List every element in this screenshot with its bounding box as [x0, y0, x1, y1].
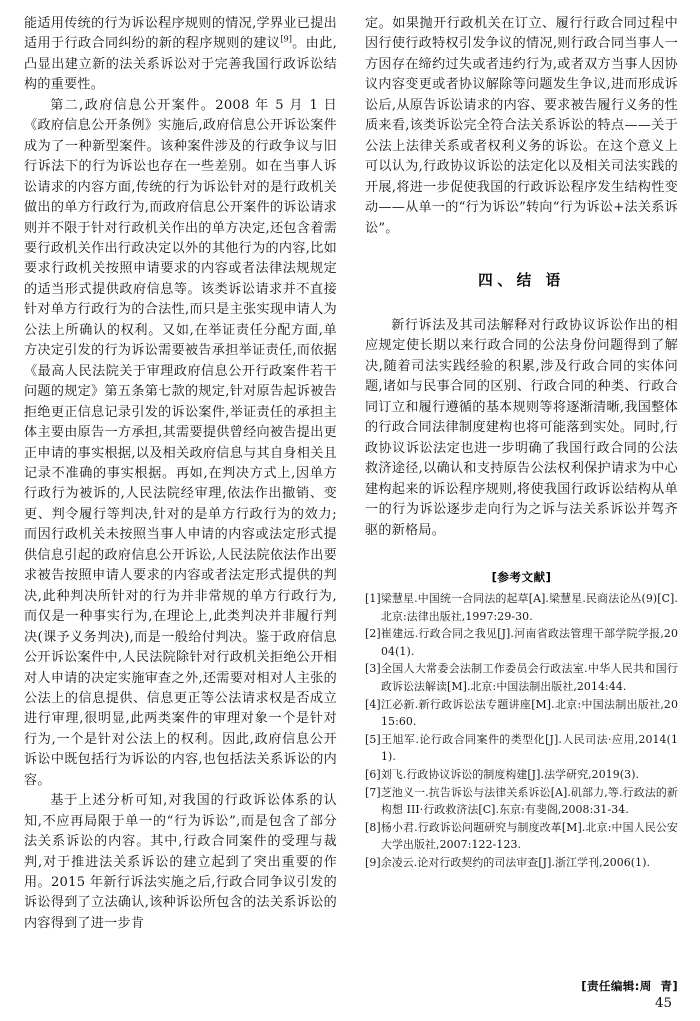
paragraph-text-part1: 能适用传统的行为诉讼程序规则的情况,学界业已提出适用于行政合同纠纷的新的程序规则的建议 — [24, 16, 337, 52]
reference-item: [5]王旭军.论行政合同案件的类型化[J].人民司法·应用,2014(11). — [365, 732, 678, 764]
two-column-layout — [24, 14, 678, 1013]
left-column — [24, 14, 337, 1013]
paragraph-continuation-right: 定。如果抛开行政机关在订立、履行行政合同过程中因行使行政特权引发争议的情况,则行政合同当事人一方因存在缔约过失或者违约行为,或者双方当事人因协议内容变更或者协议解除等问题发生争议,进而形成诉讼后,从原告诉讼请求的内容、要求被告履行义务的性质来看,该类诉讼完全符合法关系诉讼的特点——关于公法上法律关系或者权利义务的诉讼。在这个意义上可以认为,行政协议诉讼的法定化以及相关司法实践的开展,将进一步促使我国的行政诉讼程序发生结构性变动——从单一的“行为诉讼”转向“行为诉讼+法关系诉讼”。 — [365, 16, 678, 236]
right-column — [365, 14, 678, 1013]
paragraph-second-point: 第二,政府信息公开案件。2008 年 5 月 1 日《政府信息公开条例》实施后,政府信息公开诉讼案件成为了一种新型案件。该种案件涉及的行政争议与旧行诉法下的行为诉讼也存在一些差别。如在当事人诉讼请求的内容方面,传统的行为诉讼针对的是行政机关做出的单方行政行为,而政府信息公开案件的诉讼请求则并不限于针对行政机关作出的单方决定,还包含着需要行政机关作出行政决定以外的其他行为的内容,比如要求行政机关按照申请要求的内容或者法律法规规定的适当形式提供政府信息等。该类诉讼请求并不直接针对单方行政行为的合法性,而只是主张实现申请人为公法上所确认的权利。又如,在举证责任分配方面,单方决定引发的行为诉讼需要被告承担举证责任,而依据《最高人民法院关于审理政府信息公开行政案件若干问题的规定》第五条第七款的规定,针对原告起诉被告拒绝更正信息记录引发的诉讼案件,举证责任的承担主体主要由原告一方承担,其需要提供曾经向被告提出更正申请的事实根据,以及相关政府信息与其自身相关且记录不准确的事实根据。再如,在判决方式上,因单方行政行为被诉的,人民法院经审理,依法作出撤销、变更、判令履行等判决,针对的是单方行政行为的效力;而因行政机关未按照当事人申请的内容或法定形式提供信息引起的政府信息公开诉讼,人民法院依法作出要求被告按照申请人要求的内容或者法定形式提供的判决,此种判决所针对的行为并非常规的单方行政行为,而仅是一种事实行为,在理论上,此类判决并非履行判决(课予义务判决),而是一般给付判决。鉴于政府信息公开诉讼案件中,人民法院除针对行政机关拒绝公开相对人申请的决定实施审查之外,还需要对相对人主张的公法上的信息提供、信息更正等公法请求权是否成立进行审理,很明显,此两类案件的审理对象一个是针对行为,一个是针对公法上的权利。因此,政府信息公开诉讼中既包括行为诉讼的内容,也包括法关系诉讼的内容。 — [24, 97, 337, 788]
editor-credit: [责任编辑:周 青] — [581, 979, 678, 993]
reference-item: [2]崔建远.行政合同之我见[J].河南省政法管理干部学院学报,2004(1). — [365, 627, 678, 658]
references-section — [365, 569, 678, 872]
reference-item: [1]梁慧星.中国统一合同法的起草[A].梁慧星.民商法论丛(9)[C].北京:法律出版社,1997:29-30. — [365, 591, 678, 623]
reference-item: [7]芝池义一.抗告诉讼与法律关系诉讼[A].矶部力,等.行政法的新构想 III·行政救济法[C].东京:有斐阁,2008:31-34. — [365, 785, 678, 817]
paragraph-conclusion: 新行诉法及其司法解释对行政协议诉讼作出的相应规定使长期以来行政合同的公法身份问题得到了解决,随着司法实践经验的积累,涉及行政合同的实体问题,诸如与民事合同的区别、行政合同的种类、行政合同订立和履行遵循的基本规则等将逐渐清晰,我国整体的行政合同法律制度建构也将可能落到实处。同时,行政协议诉讼法定也进一步明确了我国行政合同的公法救济途径,以确认和支持原告公法权利保护请求为中心建构起来的诉讼程序规则,将使我国行政诉讼结构从单一的行为诉讼逐步走向行为之诉与法关系诉讼并驾齐驱的新格局。 — [365, 317, 678, 538]
paragraph-text-part2: 。由此,凸显出建立新的法关系诉讼对于完善我国行政诉讼结构的重要性。 — [24, 36, 337, 93]
reference-item: [4]江必新.新行政诉讼法专题讲座[M].北京:中国法制出版社,2015:60. — [365, 697, 678, 729]
reference-item: [9]余凌云.论对行政契约的司法审查[J].浙江学刊,2006(1). — [365, 855, 651, 869]
paragraph-continuation — [24, 14, 337, 96]
paragraph-analysis-summary: 基于上述分析可知,对我国的行政诉讼体系的认知,不应再局限于单一的“行为诉讼”,而是包含了部分法关系诉讼的内容。其中,行政合同案件的受理与裁判,对于推进法关系诉讼的建立起到了突出重要的作用。2015 年新行诉法实施之后,行政合同争议引发的诉讼得到了立法确认,该种诉讼所包含的法关系诉讼的内容得到了进一步肯 — [24, 793, 337, 931]
page-footer — [365, 978, 678, 1011]
section-heading-conclusion: 四、结 语 — [478, 271, 565, 289]
reference-item: [3]全国人大常委会法制工作委员会行政法室.中华人民共和国行政诉讼法解读[M].北京:中国法制出版社,2014:44. — [365, 662, 678, 693]
footnote-marker: [9] — [280, 34, 292, 45]
reference-item: [8]杨小君.行政诉讼问题研究与制度改革[M].北京:中国人民公安大学出版社,2007:122-123. — [365, 820, 678, 852]
reference-item: [6]刘飞.行政协议诉讼的制度构建[J].法学研究,2019(3). — [365, 767, 640, 781]
references-title: [参考文献] — [491, 569, 552, 584]
page-number: 45 — [654, 996, 672, 1011]
